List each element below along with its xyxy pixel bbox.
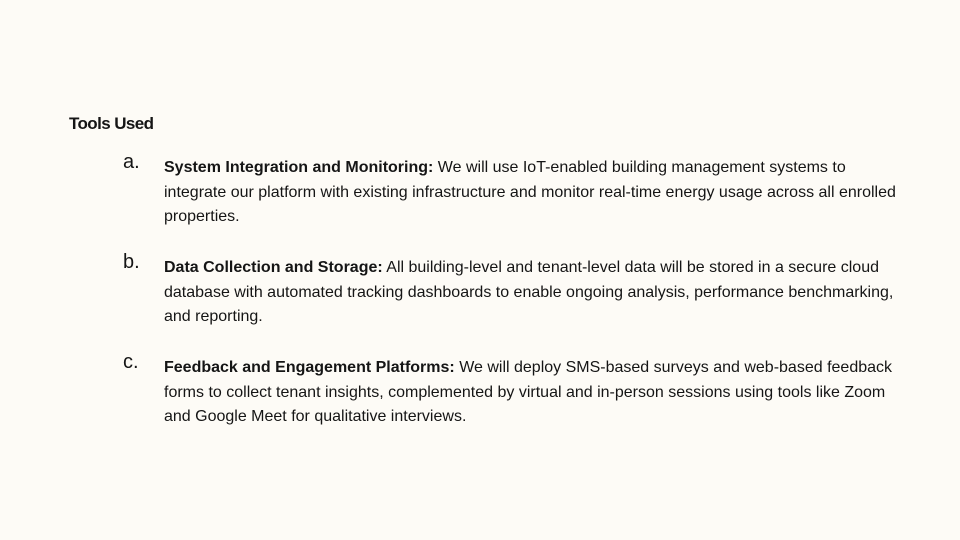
list-item-lead: Data Collection and Storage: [164, 259, 383, 276]
list-item-text [164, 156, 909, 230]
list-item-text [164, 356, 909, 430]
list-marker: b. [123, 251, 140, 273]
list-item-lead: Feedback and Engagement Platforms: [164, 359, 455, 376]
list-item-text [164, 256, 909, 330]
list-item-body: We will deploy SMS-based surveys and web-based feedback forms to collect tenant insights, complemented by virtual and in-person sessions using tools like Zoom and Google Meet for qualitative interviews. [164, 359, 893, 425]
list-marker: c. [123, 351, 139, 373]
list-item-lead: System Integration and Monitoring: [164, 159, 434, 176]
section-heading: Tools Used [69, 114, 154, 133]
list-marker: a. [123, 151, 140, 173]
list-item-body: We will use IoT-enabled building management systems to integrate our platform with existing infrastructure and monitor real-time energy usage across all enrolled properties. [164, 159, 896, 225]
list-item-body: All building-level and tenant-level data will be stored in a secure cloud database with automated tracking dashboards to enable ongoing analysis, performance benchmarking, and reporting. [164, 259, 894, 325]
